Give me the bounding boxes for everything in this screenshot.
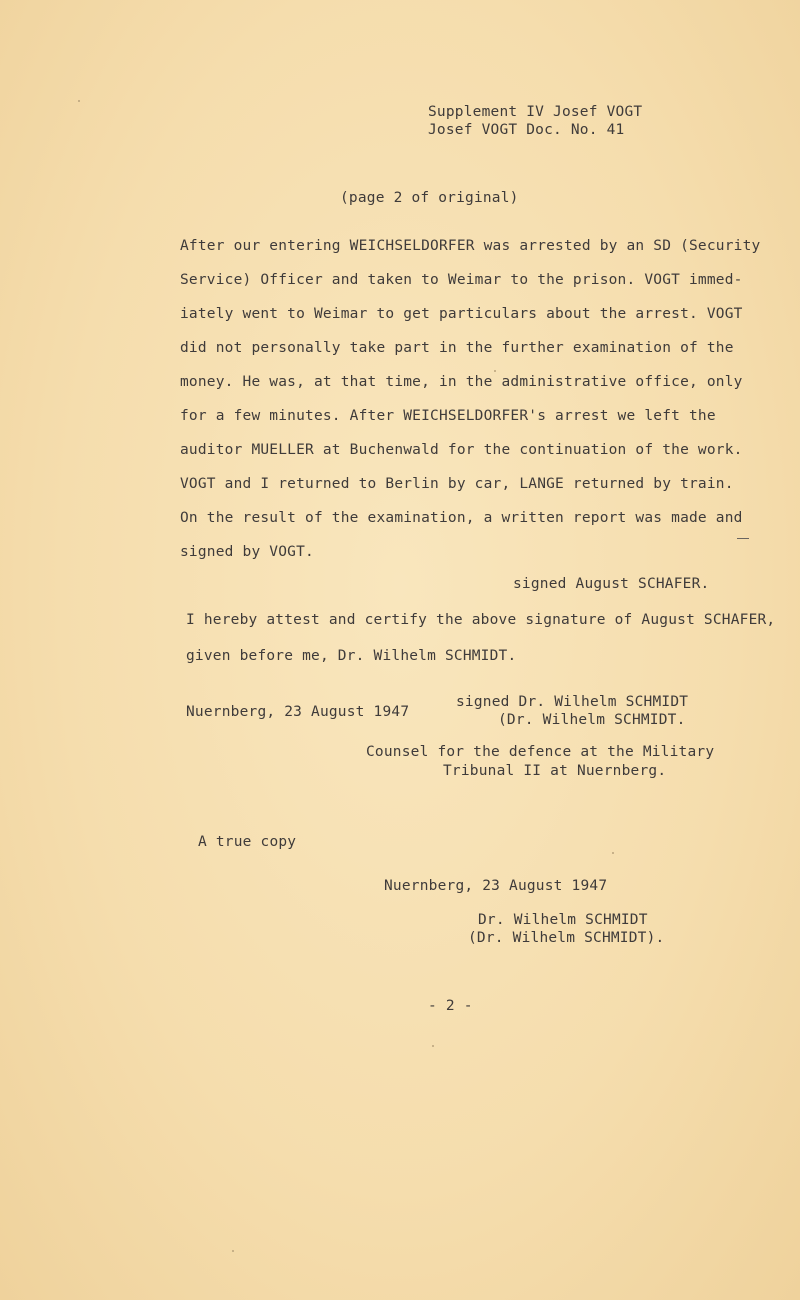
body-line: iately went to Weimar to get particulars about the arrest. VOGT (180, 306, 743, 322)
attestation-name: (Dr. Wilhelm SCHMIDT. (498, 712, 686, 728)
true-copy-place-date: Nuernberg, 23 August 1947 (384, 878, 608, 894)
margin-mark (737, 538, 749, 539)
header-doc-number: Josef VOGT Doc. No. 41 (428, 122, 625, 138)
body-line: On the result of the examination, a written report was made and (180, 510, 743, 526)
counsel-line: Tribunal II at Nuernberg. (443, 763, 667, 779)
body-line: money. He was, at that time, in the administrative office, only (180, 374, 743, 390)
true-copy-label: A true copy (198, 834, 297, 850)
body-line: for a few minutes. After WEICHSELDORFER's arrest we left the (180, 408, 716, 424)
body-line: did not personally take part in the further examination of the (180, 340, 734, 356)
attestation-place-date: Nuernberg, 23 August 1947 (186, 704, 410, 720)
true-copy-name-paren: (Dr. Wilhelm SCHMIDT). (468, 930, 665, 946)
body-line: VOGT and I returned to Berlin by car, LANGE returned by train. (180, 476, 734, 492)
attest-line: given before me, Dr. Wilhelm SCHMIDT. (186, 648, 517, 664)
attest-line: I hereby attest and certify the above signature of August SCHAFER, (186, 612, 776, 628)
page-number: - 2 - (428, 998, 473, 1014)
body-line: auditor MUELLER at Buchenwald for the continuation of the work. (180, 442, 743, 458)
signed-schafer: signed August SCHAFER. (513, 576, 710, 592)
body-line: Service) Officer and taken to Weimar to the prison. VOGT immed- (180, 272, 743, 288)
paper-speck (612, 852, 614, 854)
true-copy-name: Dr. Wilhelm SCHMIDT (478, 912, 648, 928)
body-line: signed by VOGT. (180, 544, 314, 560)
body-line: After our entering WEICHSELDORFER was arrested by an SD (Security (180, 238, 761, 254)
paper-speck (494, 370, 496, 372)
counsel-line: Counsel for the defence at the Military (366, 744, 715, 760)
header-supplement: Supplement IV Josef VOGT (428, 104, 643, 120)
page-reference: (page 2 of original) (340, 190, 519, 206)
paper-speck (232, 1250, 234, 1252)
paper-speck (432, 1045, 434, 1047)
paper-speck (78, 100, 80, 102)
attestation-signed: signed Dr. Wilhelm SCHMIDT (456, 694, 689, 710)
